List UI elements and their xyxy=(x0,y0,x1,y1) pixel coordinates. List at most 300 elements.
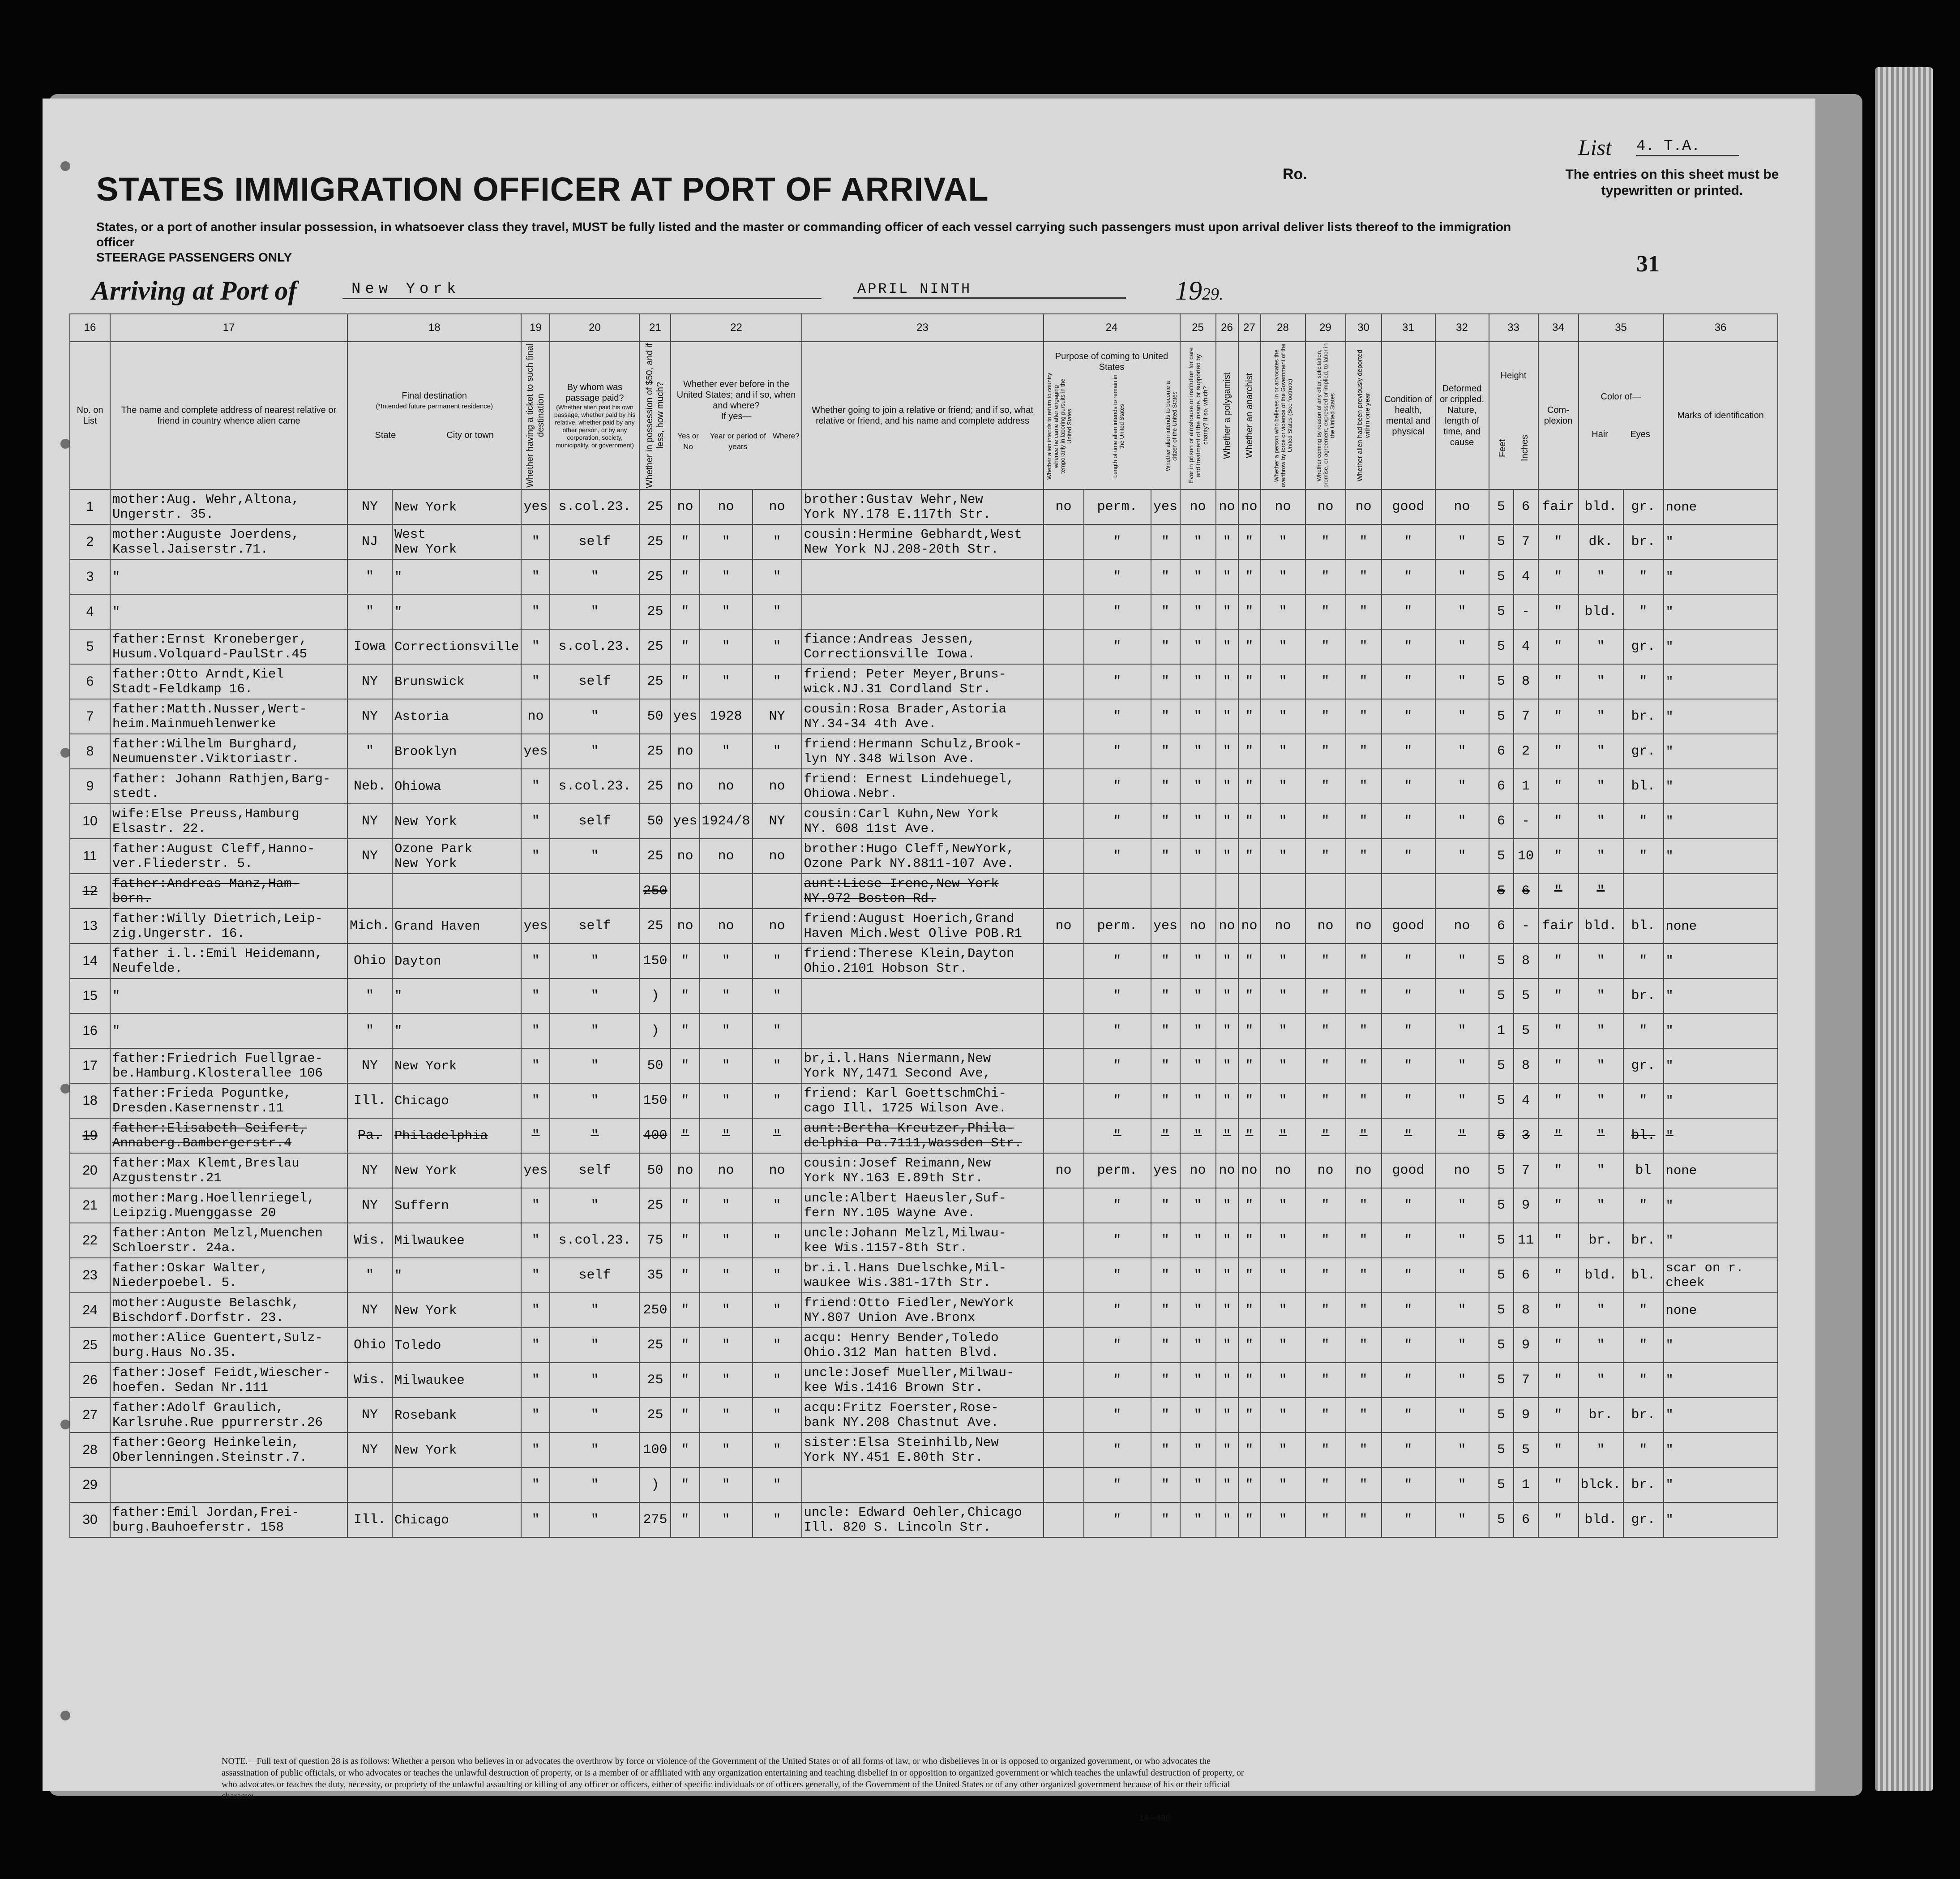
complexion-cell: fair xyxy=(1538,489,1579,524)
where-cell: " xyxy=(753,1013,802,1048)
table-row xyxy=(70,1223,1778,1258)
eyes-cell: " xyxy=(1623,1328,1664,1363)
eyes-cell: br. xyxy=(1623,1398,1664,1433)
height-inches-cell: 4 xyxy=(1514,1083,1538,1118)
year-period-cell: " xyxy=(700,1293,753,1328)
height-inches-cell: 3 xyxy=(1514,1118,1538,1153)
complexion-cell: " xyxy=(1538,1467,1579,1502)
ticket-cell: " xyxy=(521,769,550,804)
paid-by-cell: " xyxy=(550,594,639,629)
year-period-cell: " xyxy=(700,594,753,629)
money-cell: 35 xyxy=(639,1258,671,1293)
eyes-cell: gr. xyxy=(1623,1502,1664,1537)
overthrow-cell: " xyxy=(1261,839,1305,874)
labor-contract-cell: " xyxy=(1305,1433,1346,1467)
hair-cell: " xyxy=(1579,664,1623,699)
prison-cell: " xyxy=(1180,1223,1216,1258)
anarchist-cell: " xyxy=(1238,804,1261,839)
marks-cell: " xyxy=(1664,1398,1778,1433)
year-period-cell xyxy=(700,874,753,909)
hair-cell: " xyxy=(1579,1083,1623,1118)
citizen-intent-cell: " xyxy=(1151,1118,1180,1153)
column-number: 21 xyxy=(639,314,671,342)
if-yes-label: If yes— xyxy=(721,412,752,421)
purpose-temporary-cell xyxy=(1044,1083,1084,1118)
year-period-cell: " xyxy=(700,524,753,559)
citizen-intent-cell: " xyxy=(1151,629,1180,664)
deported-cell: no xyxy=(1346,489,1382,524)
row-number: 22 xyxy=(70,1223,110,1258)
where-cell: " xyxy=(753,524,802,559)
height-feet-cell: 5 xyxy=(1489,1188,1514,1223)
city-cell xyxy=(392,1467,521,1502)
table-row xyxy=(70,874,1778,909)
deformed-cell: " xyxy=(1435,1223,1489,1258)
table-row xyxy=(70,699,1778,734)
complexion-cell: " xyxy=(1538,1433,1579,1467)
year-period-cell: no xyxy=(700,769,753,804)
prison-cell: " xyxy=(1180,629,1216,664)
height-feet-cell: 5 xyxy=(1489,1153,1514,1188)
overthrow-cell: " xyxy=(1261,769,1305,804)
overthrow-cell: " xyxy=(1261,1467,1305,1502)
deformed-cell: " xyxy=(1435,629,1489,664)
polygamist-cell: " xyxy=(1216,839,1238,874)
hair-cell: " xyxy=(1579,1328,1623,1363)
money-cell: 250 xyxy=(639,1293,671,1328)
paid-by-cell: s.col.23. xyxy=(550,489,639,524)
health-cell: " xyxy=(1382,559,1435,594)
before-cell: " xyxy=(671,1433,699,1467)
relative-cell: father:Andreas Manz,Ham- born. xyxy=(110,874,347,909)
ticket-cell: " xyxy=(521,1502,550,1537)
anarchist-cell: " xyxy=(1238,1048,1261,1083)
purpose-temporary-cell xyxy=(1044,1293,1084,1328)
deported-cell: " xyxy=(1346,1048,1382,1083)
citizen-intent-cell: " xyxy=(1151,1013,1180,1048)
ticket-cell: yes xyxy=(521,489,550,524)
health-cell: " xyxy=(1382,664,1435,699)
money-cell: 50 xyxy=(639,1048,671,1083)
marks-cell: " xyxy=(1664,1083,1778,1118)
overthrow-cell: " xyxy=(1261,804,1305,839)
header-marks: Marks of identification xyxy=(1664,342,1778,489)
header-length-of-stay: Length of time alien intends to remain in the United States xyxy=(1112,374,1126,478)
health-cell: " xyxy=(1382,1433,1435,1467)
purpose-temporary-cell xyxy=(1044,664,1084,699)
before-cell: " xyxy=(671,1013,699,1048)
relative-cell: father:Anton Melzl,Muenchen Schloerstr. 24a. xyxy=(110,1223,347,1258)
purpose-temporary-cell xyxy=(1044,874,1084,909)
prison-cell: " xyxy=(1180,1363,1216,1398)
joining-cell: acqu:Fritz Foerster,Rose- bank NY.208 Chastnut Ave. xyxy=(802,1398,1044,1433)
money-cell: 25 xyxy=(639,664,671,699)
joining-cell: friend: Peter Meyer,Bruns- wick.NJ.31 Cordland Str. xyxy=(802,664,1044,699)
column-number: 35 xyxy=(1579,314,1664,342)
deformed-cell: " xyxy=(1435,1398,1489,1433)
relative-cell: father: Johann Rathjen,Barg- stedt. xyxy=(110,769,347,804)
table-row xyxy=(70,769,1778,804)
eyes-cell: gr. xyxy=(1623,1048,1664,1083)
height-inches-cell: 8 xyxy=(1514,1048,1538,1083)
money-cell: 25 xyxy=(639,909,671,944)
ticket-cell: " xyxy=(521,629,550,664)
marks-cell: " xyxy=(1664,1013,1778,1048)
before-cell: " xyxy=(671,1502,699,1537)
paid-by-cell: " xyxy=(550,1398,639,1433)
labor-contract-cell: " xyxy=(1305,1258,1346,1293)
table-row xyxy=(70,734,1778,769)
city-cell: Brooklyn xyxy=(392,734,521,769)
polygamist-cell: " xyxy=(1216,1502,1238,1537)
ticket-cell: " xyxy=(521,1118,550,1153)
eyes-cell: " xyxy=(1623,804,1664,839)
hair-cell: br. xyxy=(1579,1223,1623,1258)
overthrow-cell: " xyxy=(1261,1013,1305,1048)
polygamist-cell: " xyxy=(1216,804,1238,839)
row-number: 29 xyxy=(70,1467,110,1502)
anarchist-cell: " xyxy=(1238,1083,1261,1118)
year-period-cell: no xyxy=(700,1153,753,1188)
height-inches-cell: 9 xyxy=(1514,1328,1538,1363)
marks-cell: " xyxy=(1664,699,1778,734)
complexion-cell: " xyxy=(1538,1398,1579,1433)
header-overthrow: Whether a person who believes in or advocates the overthrow by force or violence of the Government of the United States (See footnote) xyxy=(1261,342,1305,489)
citizen-intent-cell: " xyxy=(1151,1398,1180,1433)
overthrow-cell: " xyxy=(1261,1502,1305,1537)
paid-by-cell: " xyxy=(550,1083,639,1118)
deported-cell: " xyxy=(1346,594,1382,629)
where-cell: " xyxy=(753,1293,802,1328)
anarchist-cell: " xyxy=(1238,664,1261,699)
header-ticket: Whether having a ticket to such final destination xyxy=(521,342,550,489)
anarchist-cell: no xyxy=(1238,489,1261,524)
deformed-cell: " xyxy=(1435,1363,1489,1398)
complexion-cell: " xyxy=(1538,1328,1579,1363)
citizen-intent-cell: " xyxy=(1151,524,1180,559)
purpose-temporary-cell xyxy=(1044,734,1084,769)
deformed-cell: " xyxy=(1435,1433,1489,1467)
paid-by-cell: " xyxy=(550,734,639,769)
polygamist-cell: " xyxy=(1216,1467,1238,1502)
relative-cell: father:Frieda Poguntke, Dresden.Kasernenstr.11 xyxy=(110,1083,347,1118)
overthrow-cell: " xyxy=(1261,1188,1305,1223)
length-of-stay-cell: " xyxy=(1084,1363,1151,1398)
hair-cell: " xyxy=(1579,1153,1623,1188)
polygamist-cell: " xyxy=(1216,1223,1238,1258)
paid-by-cell: self xyxy=(550,664,639,699)
prison-cell: " xyxy=(1180,1433,1216,1467)
ticket-cell: " xyxy=(521,1398,550,1433)
marks-cell: " xyxy=(1664,559,1778,594)
before-cell: " xyxy=(671,1363,699,1398)
height-inches-cell: 1 xyxy=(1514,1467,1538,1502)
year-period-cell: " xyxy=(700,1363,753,1398)
final-destination-title: Final destination xyxy=(402,391,467,401)
length-of-stay-cell: " xyxy=(1084,1433,1151,1467)
polygamist-cell: " xyxy=(1216,594,1238,629)
where-cell: no xyxy=(753,489,802,524)
relative-cell: mother:Marg.Hoellenriegel, Leipzig.Muenggasse 20 xyxy=(110,1188,347,1223)
anarchist-cell: " xyxy=(1238,1293,1261,1328)
ticket-cell: " xyxy=(521,594,550,629)
eyes-cell: " xyxy=(1623,1363,1664,1398)
header-final-destination xyxy=(347,342,521,489)
length-of-stay-cell: " xyxy=(1084,1467,1151,1502)
overthrow-cell: " xyxy=(1261,734,1305,769)
row-number: 23 xyxy=(70,1258,110,1293)
before-cell: " xyxy=(671,1258,699,1293)
paid-by-cell: s.col.23. xyxy=(550,769,639,804)
labor-contract-cell: " xyxy=(1305,769,1346,804)
manifest-sheet xyxy=(43,99,1815,1823)
punch-hole xyxy=(60,1084,70,1094)
relative-cell: father:Willy Dietrich,Leip- zig.Ungerstr. 16. xyxy=(110,909,347,944)
punch-hole xyxy=(60,1711,70,1720)
hair-cell: " xyxy=(1579,629,1623,664)
ticket-cell: " xyxy=(521,1433,550,1467)
ticket-cell: " xyxy=(521,944,550,978)
purpose-temporary-cell xyxy=(1044,1502,1084,1537)
state-cell: " xyxy=(347,559,392,594)
deported-cell: " xyxy=(1346,1188,1382,1223)
prison-cell: " xyxy=(1180,594,1216,629)
before-cell: no xyxy=(671,489,699,524)
anarchist-cell: " xyxy=(1238,1467,1261,1502)
height-feet-cell: 6 xyxy=(1489,804,1514,839)
header-no-on-list: No. on List xyxy=(70,342,110,489)
state-cell: NY xyxy=(347,1433,392,1467)
year-period-cell: " xyxy=(700,1258,753,1293)
header-deported: Whether alien had been previously deported within one year xyxy=(1346,342,1382,489)
header-city: City or town xyxy=(446,430,494,440)
labor-contract-cell: " xyxy=(1305,1502,1346,1537)
money-cell: 25 xyxy=(639,839,671,874)
height-feet-cell: 5 xyxy=(1489,1293,1514,1328)
year-period-cell: 1924/8 xyxy=(700,804,753,839)
health-cell: " xyxy=(1382,1013,1435,1048)
paid-by-cell: self xyxy=(550,524,639,559)
marks-cell: " xyxy=(1664,839,1778,874)
deformed-cell: " xyxy=(1435,1188,1489,1223)
hair-cell: " xyxy=(1579,1188,1623,1223)
height-feet-cell: 5 xyxy=(1489,1433,1514,1467)
relative-cell: mother:Aug. Wehr,Altona, Ungerstr. 35. xyxy=(110,489,347,524)
prison-cell: " xyxy=(1180,944,1216,978)
joining-cell: brother:Hugo Cleff,NewYork, Ozone Park NY.8811-107 Ave. xyxy=(802,839,1044,874)
ticket-cell: " xyxy=(521,1467,550,1502)
row-number: 24 xyxy=(70,1293,110,1328)
state-cell: Neb. xyxy=(347,769,392,804)
city-cell: Philadelphia xyxy=(392,1118,521,1153)
labor-contract-cell: " xyxy=(1305,1118,1346,1153)
state-cell: NY xyxy=(347,699,392,734)
paid-by-cell: " xyxy=(550,1013,639,1048)
eyes-cell: br. xyxy=(1623,524,1664,559)
eyes-cell: gr. xyxy=(1623,734,1664,769)
ticket-cell: " xyxy=(521,664,550,699)
joining-cell xyxy=(802,559,1044,594)
row-number: 10 xyxy=(70,804,110,839)
health-cell: good xyxy=(1382,489,1435,524)
row-number: 26 xyxy=(70,1363,110,1398)
hair-cell: " xyxy=(1579,734,1623,769)
purpose-temporary-cell xyxy=(1044,1188,1084,1223)
final-destination-sub: (*Intended future permanent residence) xyxy=(376,403,493,410)
marks-cell: " xyxy=(1664,664,1778,699)
city-cell: " xyxy=(392,1013,521,1048)
height-inches-cell: 5 xyxy=(1514,1013,1538,1048)
height-inches-cell: 6 xyxy=(1514,1258,1538,1293)
labor-contract-cell: " xyxy=(1305,1013,1346,1048)
health-cell: " xyxy=(1382,944,1435,978)
table-row xyxy=(70,1153,1778,1188)
row-number: 12 xyxy=(70,874,110,909)
complexion-cell: " xyxy=(1538,1223,1579,1258)
header-citizen-intent: Whether alien intends to become a citizen of the United States xyxy=(1164,381,1178,472)
deported-cell: " xyxy=(1346,699,1382,734)
length-of-stay-cell: " xyxy=(1084,1013,1151,1048)
header-color-of xyxy=(1579,342,1664,489)
deformed-cell: " xyxy=(1435,1048,1489,1083)
before-cell: " xyxy=(671,524,699,559)
eyes-cell: " xyxy=(1623,944,1664,978)
column-number: 18 xyxy=(347,314,521,342)
paid-by-cell: " xyxy=(550,1328,639,1363)
deformed-cell: " xyxy=(1435,1083,1489,1118)
money-cell: 25 xyxy=(639,524,671,559)
paid-by-cell: self xyxy=(550,909,639,944)
length-of-stay-cell: " xyxy=(1084,699,1151,734)
polygamist-cell: " xyxy=(1216,524,1238,559)
health-cell: " xyxy=(1382,629,1435,664)
anarchist-cell: " xyxy=(1238,524,1261,559)
deported-cell: " xyxy=(1346,559,1382,594)
year-period-cell: 1928 xyxy=(700,699,753,734)
health-cell: " xyxy=(1382,594,1435,629)
prison-cell: " xyxy=(1180,769,1216,804)
citizen-intent-cell: " xyxy=(1151,559,1180,594)
purpose-temporary-cell xyxy=(1044,978,1084,1013)
marks-cell: " xyxy=(1664,1048,1778,1083)
row-number: 30 xyxy=(70,1502,110,1537)
deported-cell xyxy=(1346,874,1382,909)
height-feet-cell: 5 xyxy=(1489,1223,1514,1258)
prison-cell: no xyxy=(1180,1153,1216,1188)
instructions-text: States, or a port of another insular possession, in whatsoever class they travel, MUST be fully listed and the master or commanding officer of each vessel carrying such passengers must upon arrival deliver lists thereof to the immigration officer xyxy=(96,220,1511,249)
where-cell: no xyxy=(753,909,802,944)
prison-cell: no xyxy=(1180,909,1216,944)
state-cell: Ohio xyxy=(347,1328,392,1363)
punch-hole xyxy=(60,161,70,171)
hair-cell: " xyxy=(1579,769,1623,804)
state-cell: " xyxy=(347,594,392,629)
height-feet-cell: 5 xyxy=(1489,559,1514,594)
row-number: 28 xyxy=(70,1433,110,1467)
prison-cell: " xyxy=(1180,559,1216,594)
ticket-cell: " xyxy=(521,1083,550,1118)
before-cell: " xyxy=(671,1467,699,1502)
length-of-stay-cell xyxy=(1084,874,1151,909)
row-number: 13 xyxy=(70,909,110,944)
year-period-cell: no xyxy=(700,839,753,874)
height-feet-cell: 6 xyxy=(1489,734,1514,769)
money-cell: 400 xyxy=(639,1118,671,1153)
height-title: Height xyxy=(1500,370,1527,381)
health-cell: " xyxy=(1382,734,1435,769)
ticket-cell xyxy=(521,874,550,909)
arrival-label: Arriving at Port of xyxy=(92,276,297,305)
city-cell: Milwaukee xyxy=(392,1363,521,1398)
relative-cell: " xyxy=(110,978,347,1013)
relative-cell: " xyxy=(110,1013,347,1048)
prison-cell: " xyxy=(1180,1398,1216,1433)
height-inches-cell: 8 xyxy=(1514,1293,1538,1328)
year-period-cell: " xyxy=(700,1118,753,1153)
deported-cell: " xyxy=(1346,1328,1382,1363)
height-feet-cell: 5 xyxy=(1489,1398,1514,1433)
state-cell: " xyxy=(347,1013,392,1048)
where-cell: no xyxy=(753,769,802,804)
where-cell: " xyxy=(753,1467,802,1502)
citizen-intent-cell: yes xyxy=(1151,909,1180,944)
table-row xyxy=(70,1502,1778,1537)
polygamist-cell: " xyxy=(1216,1293,1238,1328)
money-cell: 275 xyxy=(639,1502,671,1537)
joining-cell xyxy=(802,1013,1044,1048)
where-cell: " xyxy=(753,1502,802,1537)
joining-cell: friend: Karl GoettschmChi- cago Ill. 1725 Wilson Ave. xyxy=(802,1083,1044,1118)
joining-cell: cousin:Rosa Brader,Astoria NY.34-34 4th Ave. xyxy=(802,699,1044,734)
header-health: Condition of health, mental and physical xyxy=(1382,342,1435,489)
overthrow-cell: " xyxy=(1261,1293,1305,1328)
deformed-cell: " xyxy=(1435,839,1489,874)
anarchist-cell: " xyxy=(1238,1502,1261,1537)
city-cell: West New York xyxy=(392,524,521,559)
eyes-cell: " xyxy=(1623,839,1664,874)
purpose-temporary-cell xyxy=(1044,1118,1084,1153)
height-feet-cell: 5 xyxy=(1489,1328,1514,1363)
city-cell: Rosebank xyxy=(392,1398,521,1433)
before-cell: yes xyxy=(671,804,699,839)
paid-by-cell: self xyxy=(550,804,639,839)
complexion-cell: " xyxy=(1538,978,1579,1013)
citizen-intent-cell: " xyxy=(1151,944,1180,978)
deformed-cell: " xyxy=(1435,944,1489,978)
hair-cell: bld. xyxy=(1579,1502,1623,1537)
eyes-cell: " xyxy=(1623,559,1664,594)
relative-cell: father:Matth.Nusser,Wert- heim.Mainmuehlenwerke xyxy=(110,699,347,734)
where-cell: " xyxy=(753,1188,802,1223)
citizen-intent-cell: " xyxy=(1151,1083,1180,1118)
joining-cell xyxy=(802,1467,1044,1502)
where-cell: " xyxy=(753,1328,802,1363)
relative-cell: father:August Cleff,Hanno- ver.Fliederstr. 5. xyxy=(110,839,347,874)
paid-by-cell: " xyxy=(550,699,639,734)
arrival-line xyxy=(92,275,1301,311)
joining-cell: fiance:Andreas Jessen, Correctionsville Iowa. xyxy=(802,629,1044,664)
paid-by-cell: " xyxy=(550,559,639,594)
column-number: 24 xyxy=(1044,314,1180,342)
labor-contract-cell: " xyxy=(1305,699,1346,734)
citizen-intent-cell: " xyxy=(1151,734,1180,769)
relative-cell: father:Adolf Graulich, Karlsruhe.Rue ppurrerstr.26 xyxy=(110,1398,347,1433)
labor-contract-cell: " xyxy=(1305,594,1346,629)
column-number: 25 xyxy=(1180,314,1216,342)
height-feet-cell: 5 xyxy=(1489,594,1514,629)
citizen-intent-cell: " xyxy=(1151,1433,1180,1467)
state-cell: NY xyxy=(347,1398,392,1433)
